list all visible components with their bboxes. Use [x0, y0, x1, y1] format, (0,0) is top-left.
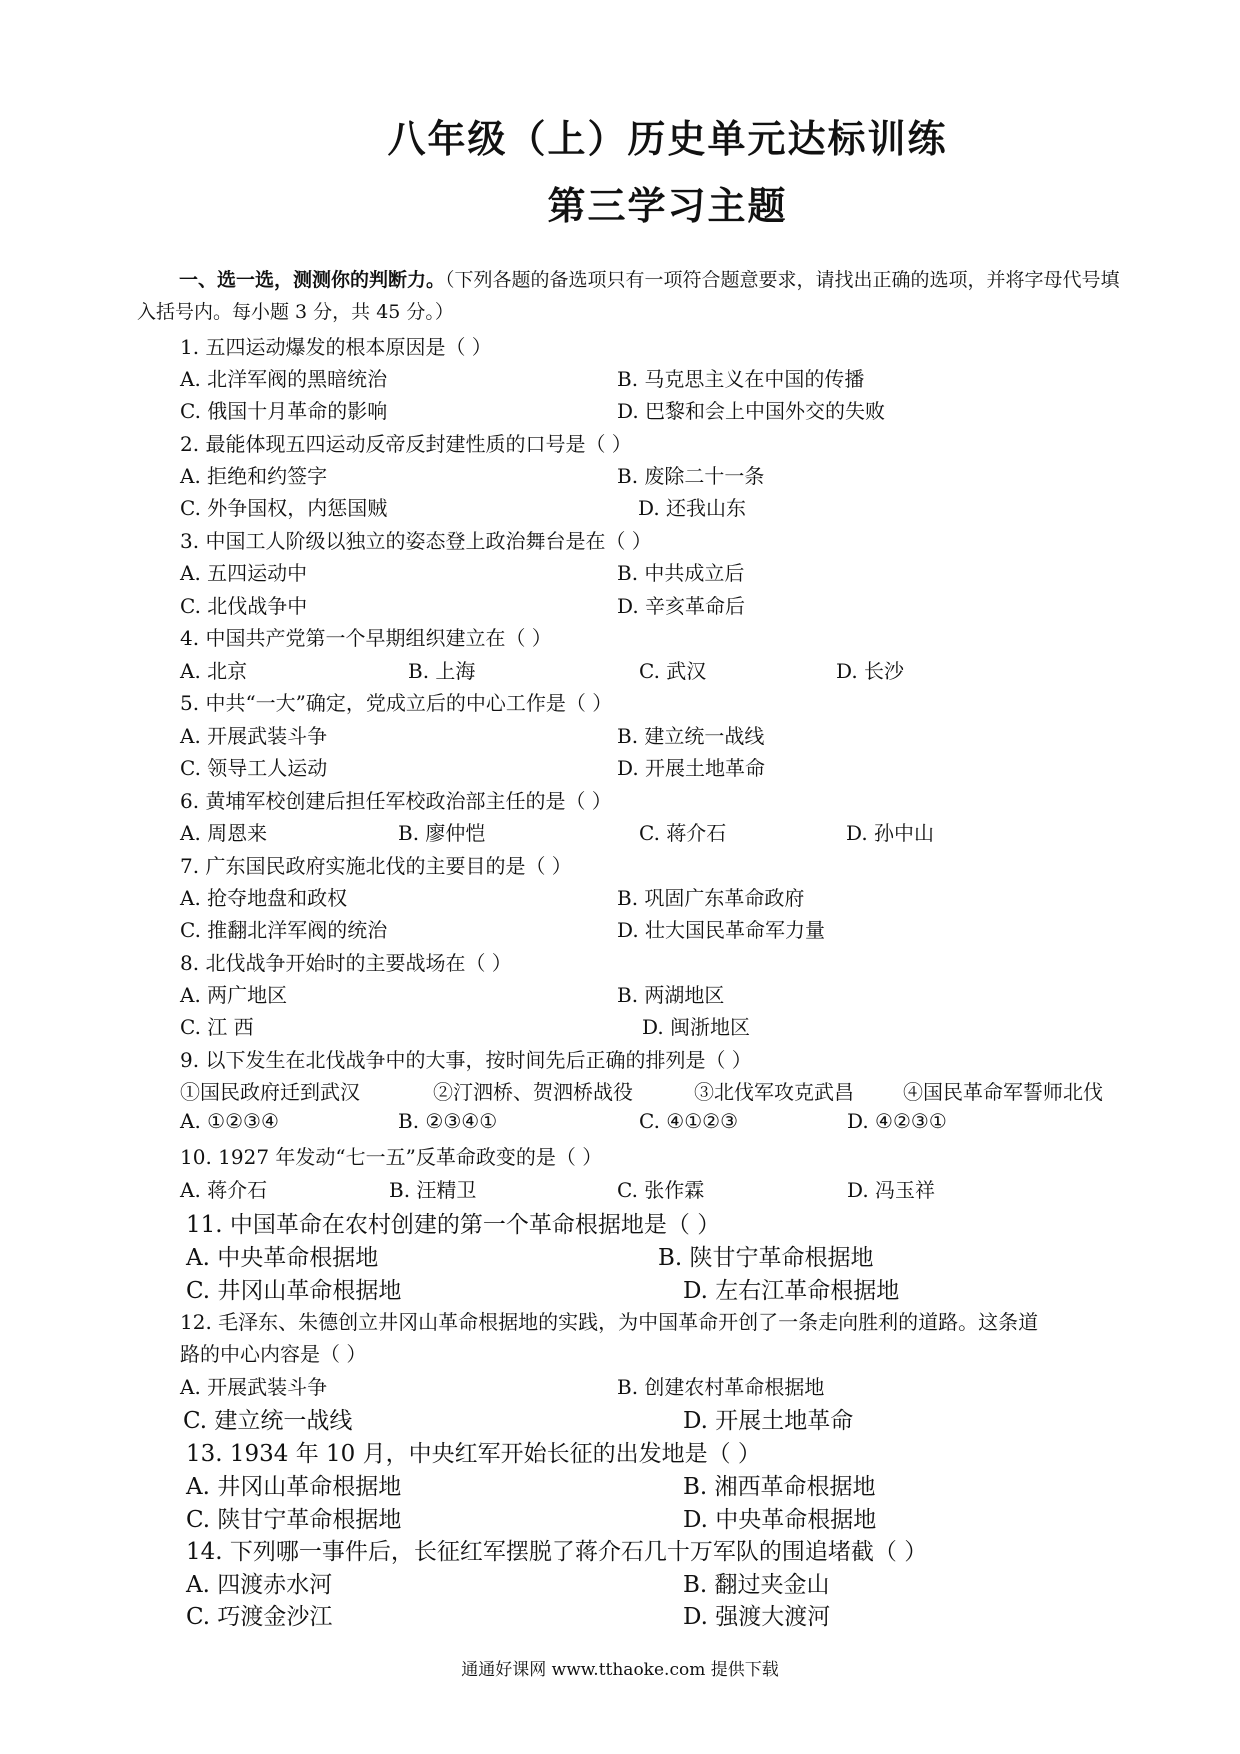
event-item: ④国民革命军誓师北伐: [903, 1080, 1103, 1104]
question: 14. 下列哪一事件后，长征红军摆脱了蒋介石几十万军队的围追堵截（ ）: [186, 1539, 928, 1565]
option[interactable]: C. 外争国权，内惩国贼: [180, 496, 388, 520]
option[interactable]: C. 陕甘宁革命根据地: [186, 1507, 402, 1533]
option[interactable]: D. 孙中山: [846, 821, 935, 845]
events-row: [180, 1076, 1140, 1106]
question: 4. 中国共产党第一个早期组织建立在（ ）: [180, 626, 552, 650]
options-row: [186, 1272, 1146, 1302]
question: 8. 北伐战争开始时的主要战场在（ ）: [180, 951, 512, 975]
option[interactable]: D. 还我山东: [638, 496, 747, 520]
option[interactable]: B. 废除二十一条: [617, 464, 765, 488]
options-row: [180, 882, 1140, 912]
option[interactable]: C. 推翻北洋军阀的统治: [180, 918, 388, 942]
option[interactable]: A. 开展武装斗争: [180, 1375, 328, 1399]
event-item: ③北伐军攻克武昌: [694, 1080, 854, 1104]
section-instructions: [137, 264, 1127, 328]
option[interactable]: C. 江 西: [180, 1015, 254, 1039]
option[interactable]: B. 陕甘宁革命根据地: [658, 1245, 874, 1271]
question: 7. 广东国民政府实施北伐的主要目的是（ ）: [180, 854, 572, 878]
option[interactable]: B. 马克思主义在中国的传播: [617, 367, 865, 391]
option[interactable]: B. 中共成立后: [617, 561, 745, 585]
options-row: [180, 1174, 1140, 1204]
options-row: [180, 1109, 1140, 1139]
options-row: [180, 752, 1140, 782]
options-row: [180, 557, 1140, 587]
option[interactable]: D. ④②③①: [847, 1109, 947, 1133]
options-row: [180, 363, 1140, 393]
option[interactable]: A. 中央革命根据地: [186, 1245, 379, 1271]
option[interactable]: B. 巩固广东革命政府: [617, 886, 805, 910]
option[interactable]: D. 壮大国民革命军力量: [617, 918, 826, 942]
option[interactable]: D. 左右江革命根据地: [683, 1278, 900, 1304]
option[interactable]: C. 武汉: [639, 659, 707, 683]
option[interactable]: C. 巧渡金沙江: [186, 1604, 333, 1630]
option[interactable]: A. 四渡赤水河: [186, 1572, 333, 1598]
option[interactable]: C. 张作霖: [617, 1178, 705, 1202]
option[interactable]: B. 翻过夹金山: [683, 1572, 830, 1598]
question: 1. 五四运动爆发的根本原因是（ ）: [180, 335, 492, 359]
option[interactable]: A. 拒绝和约签字: [180, 464, 328, 488]
option[interactable]: D. 长沙: [836, 659, 905, 683]
option[interactable]: D. 辛亥革命后: [617, 594, 746, 618]
option[interactable]: A. 北洋军阀的黑暗统治: [180, 367, 388, 391]
options-row: [180, 979, 1140, 1009]
question: 10. 1927 年发动“七一五”反革命政变的是（ ）: [180, 1145, 603, 1169]
question: 5. 中共“一大”确定，党成立后的中心工作是（ ）: [180, 691, 613, 715]
question: 9. 以下发生在北伐战争中的大事，按时间先后正确的排列是（ ）: [180, 1048, 752, 1072]
options-row: [186, 1239, 1146, 1269]
options-row: [180, 492, 1140, 522]
option[interactable]: B. 廖仲恺: [398, 821, 486, 845]
option[interactable]: B. 创建农村革命根据地: [617, 1375, 825, 1399]
option[interactable]: D. 中央革命根据地: [683, 1507, 877, 1533]
options-row: [180, 395, 1140, 425]
question-continued: 路的中心内容是（ ）: [180, 1342, 367, 1366]
option[interactable]: B. ②③④①: [398, 1109, 498, 1133]
option[interactable]: A. 周恩来: [180, 821, 268, 845]
option[interactable]: D. 巴黎和会上中国外交的失败: [617, 399, 886, 423]
option[interactable]: D. 闽浙地区: [642, 1015, 751, 1039]
option[interactable]: B. 建立统一战线: [617, 724, 765, 748]
option[interactable]: A. 北京: [180, 659, 248, 683]
option[interactable]: D. 开展土地革命: [617, 756, 766, 780]
option[interactable]: B. 汪精卫: [389, 1178, 477, 1202]
question: 2. 最能体现五四运动反帝反封建性质的口号是（ ）: [180, 432, 632, 456]
question: 13. 1934 年 10 月，中央红军开始长征的出发地是（ ）: [186, 1441, 761, 1467]
option[interactable]: A. 两广地区: [180, 983, 288, 1007]
option[interactable]: B. 湘西革命根据地: [683, 1474, 876, 1500]
options-row: [186, 1501, 1146, 1531]
option[interactable]: B. 两湖地区: [617, 983, 725, 1007]
option[interactable]: A. 开展武装斗争: [180, 724, 328, 748]
option[interactable]: C. 蒋介石: [639, 821, 727, 845]
options-row: [180, 460, 1140, 490]
options-row: [180, 1371, 1140, 1401]
options-row: [180, 720, 1140, 750]
options-row: [183, 1402, 1143, 1432]
options-row: [180, 914, 1140, 944]
option[interactable]: A. ①②③④: [180, 1109, 279, 1133]
question: 6. 黄埔军校创建后担任军校政治部主任的是（ ）: [180, 789, 612, 813]
options-row: [180, 1011, 1140, 1041]
event-item: ②汀泗桥、贺泗桥战役: [433, 1080, 633, 1104]
option[interactable]: C. 领导工人运动: [180, 756, 328, 780]
option[interactable]: C. 井冈山革命根据地: [186, 1278, 402, 1304]
question: 3. 中国工人阶级以独立的姿态登上政治舞台是在（ ）: [180, 529, 652, 553]
section-heading: 一、选一选，测测你的判断力。: [179, 269, 446, 291]
question: 12. 毛泽东、朱德创立井冈山革命根据地的实践，为中国革命开创了一条走向胜利的道路。这条道: [180, 1310, 1039, 1334]
option[interactable]: C. 北伐战争中: [180, 594, 308, 618]
options-row: [186, 1468, 1146, 1498]
options-row: [180, 590, 1140, 620]
options-row: [186, 1598, 1146, 1628]
option[interactable]: B. 上海: [408, 659, 476, 683]
question: 11. 中国革命在农村创建的第一个革命根据地是（ ）: [186, 1212, 721, 1238]
option[interactable]: A. 井冈山革命根据地: [186, 1474, 402, 1500]
option[interactable]: A. 抢夺地盘和政权: [180, 886, 348, 910]
page-footer: 通通好课网 www.tthaoke.com 提供下载: [461, 1660, 779, 1680]
options-row: [180, 817, 1140, 847]
option[interactable]: A. 蒋介石: [180, 1178, 268, 1202]
option[interactable]: D. 强渡大渡河: [683, 1604, 831, 1630]
page-title: 八年级（上）历史单元达标训练: [387, 117, 948, 161]
page-subtitle: 第三学习主题: [547, 184, 788, 228]
options-row: [180, 655, 1140, 685]
option[interactable]: C. ④①②③: [639, 1109, 739, 1133]
option[interactable]: D. 开展土地革命: [683, 1408, 854, 1434]
option[interactable]: C. 建立统一战线: [183, 1408, 353, 1434]
option[interactable]: D. 冯玉祥: [847, 1178, 936, 1202]
section-instruction: （下列各题的备选项只有一项符合题意要求，请找出正确的选项，并将字母代号填入括号内。每小题 3 分，共 45 分。）: [137, 269, 1120, 323]
option[interactable]: C. 俄国十月革命的影响: [180, 399, 388, 423]
option[interactable]: A. 五四运动中: [180, 561, 308, 585]
options-row: [186, 1566, 1146, 1596]
event-item: ①国民政府迁到武汉: [180, 1080, 360, 1104]
